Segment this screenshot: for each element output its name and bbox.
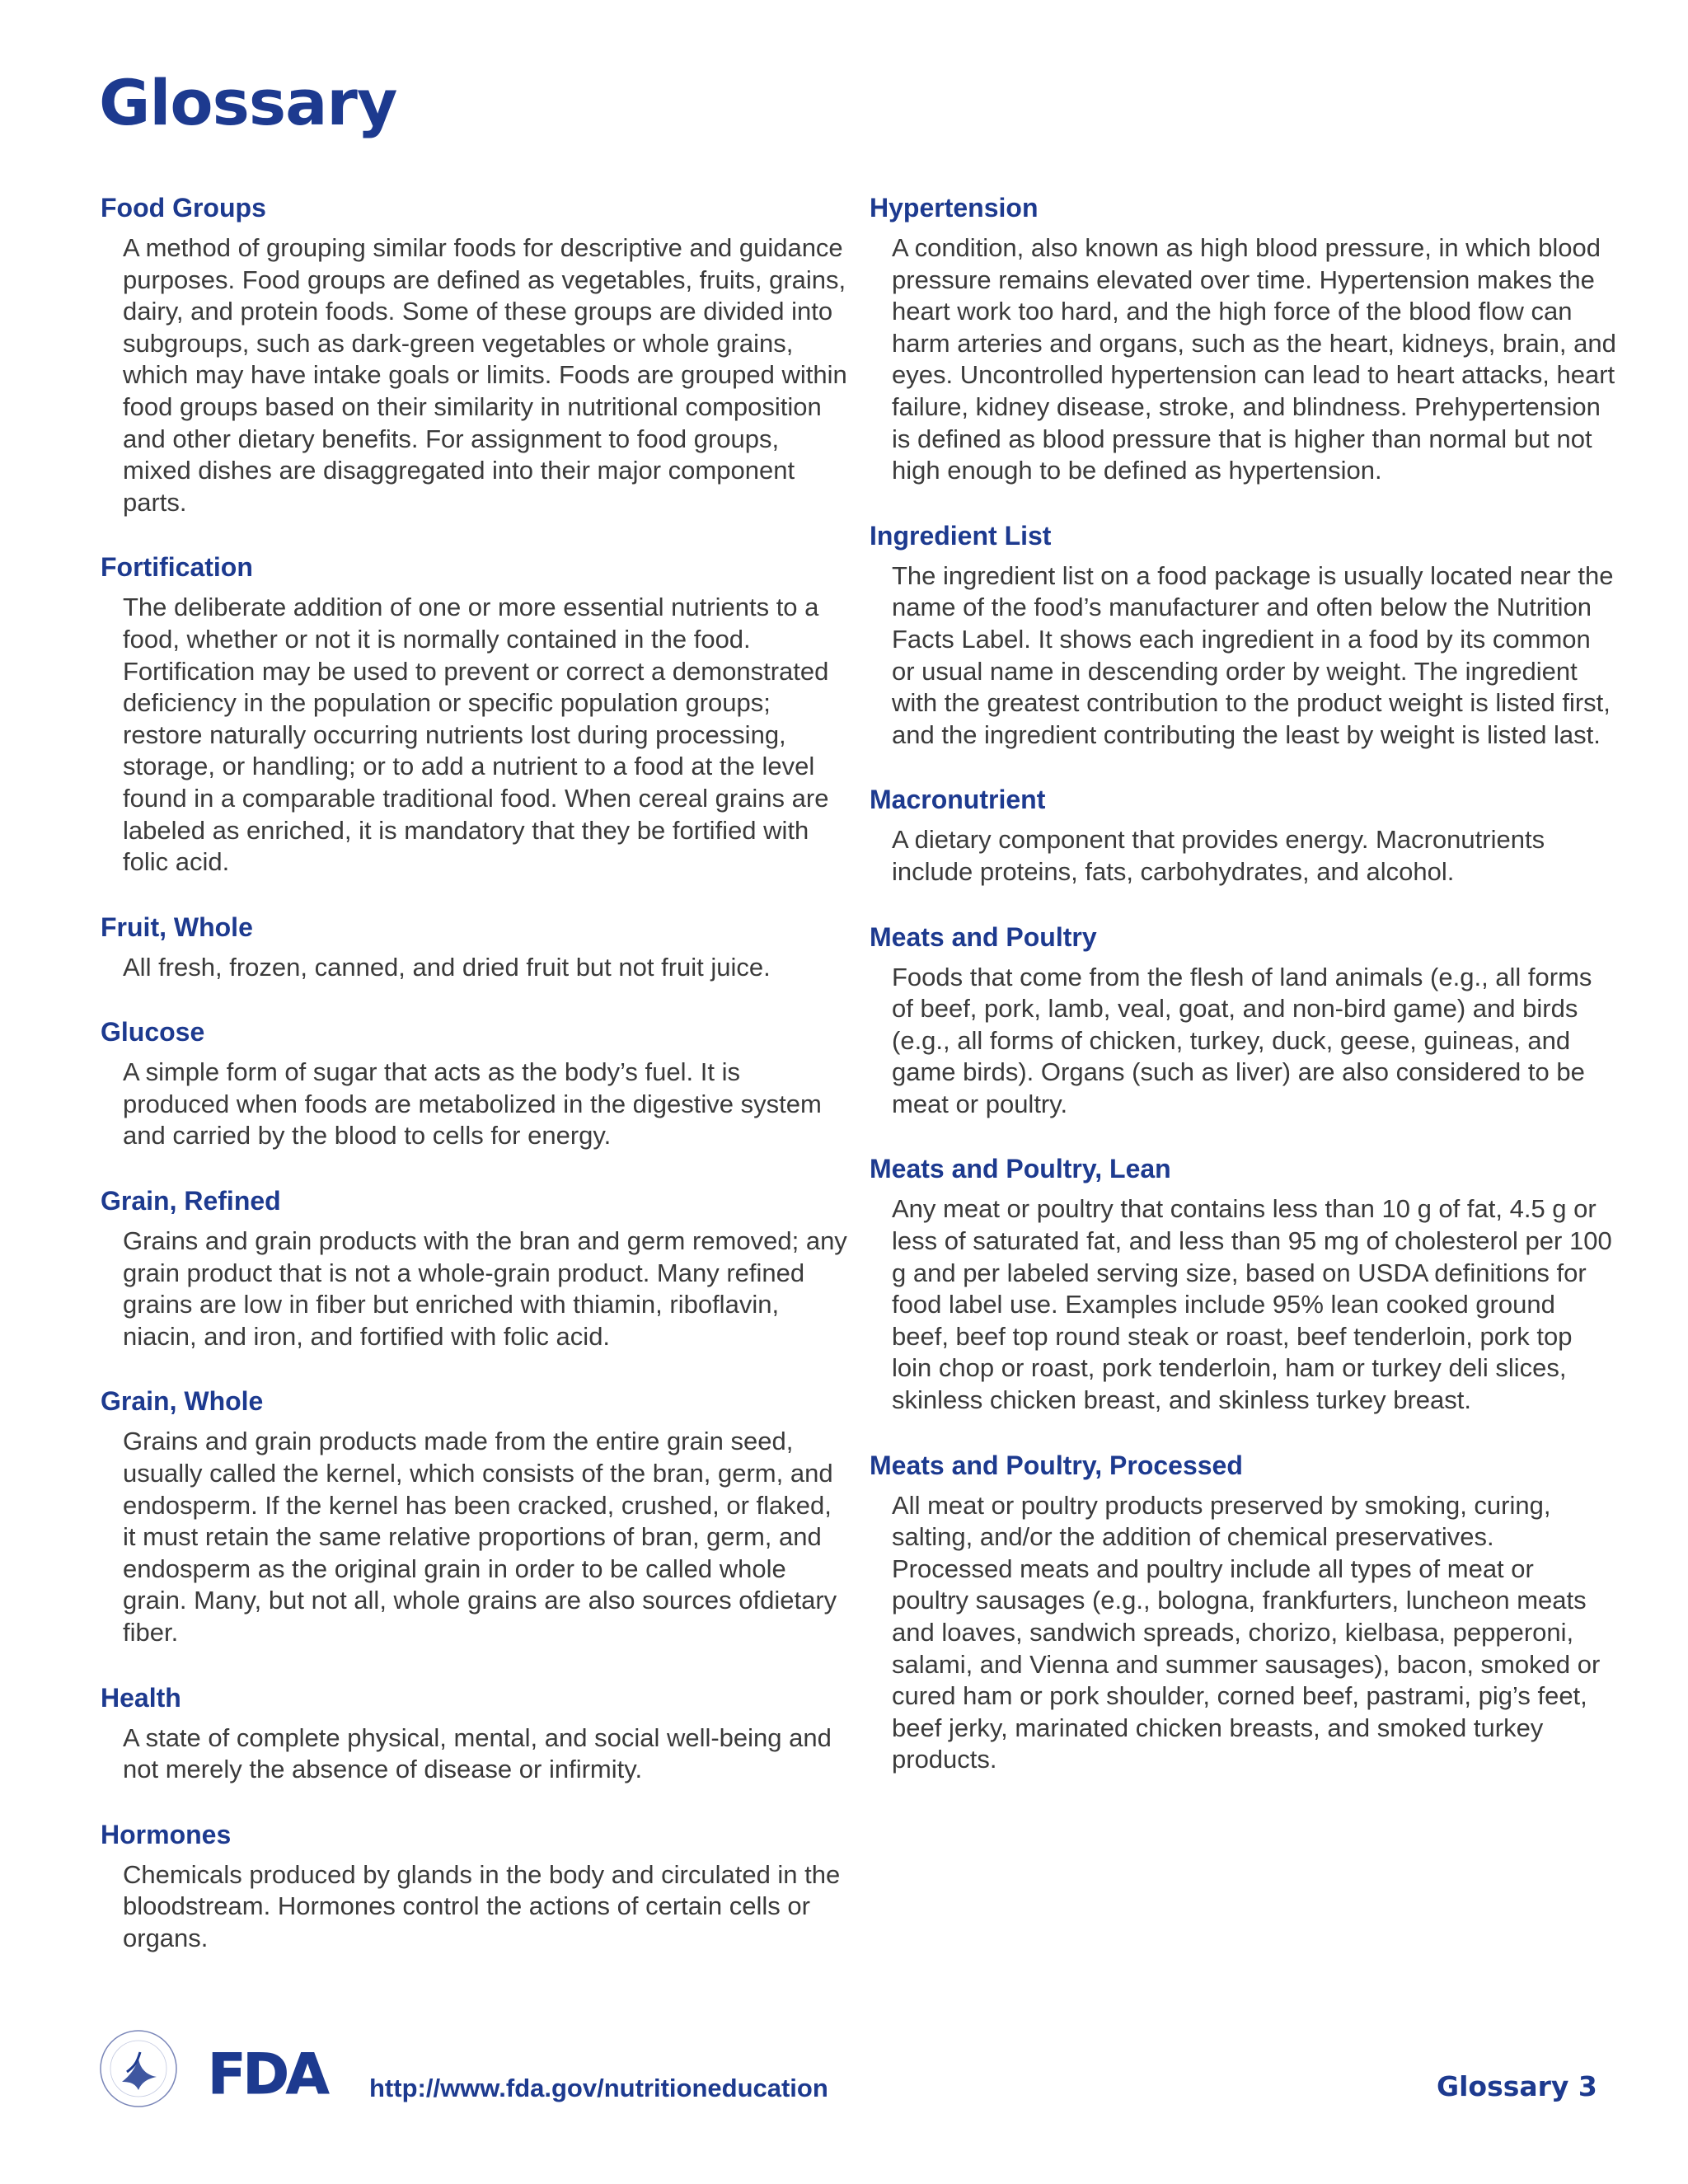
glossary-term: Food Groups [101,193,266,223]
glossary-definition: A method of grouping similar foods for descriptive and guidance purposes. Food groups are defined as vegetables, fruits, grains, dairy, and protein foods. Some of these groups are divided into subgroups, such as dark-green vegetables or whole grains, which may have intake goals or limits. Foods are grouped within food groups based on their similarity in nutritional composition and other dietary benefits. For assignment to food groups, mixed dishes are disaggregated into their major component parts. [123,233,847,517]
glossary-definition: A simple form of sugar that acts as the body’s fuel. It is produced when foods are metabolized in the digestive system and carried by the blood to cells for energy. [123,1057,822,1151]
fda-logo-icon [206,2042,353,2100]
glossary-term: Macronutrient [870,785,1046,815]
glossary-entry [870,1449,1611,1776]
glossary-entry [101,191,847,518]
glossary-entry [870,1152,1611,1416]
glossary-entry [101,1681,842,1786]
glossary-term: Glucose [101,1017,205,1047]
glossary-term: Meats and Poultry, Lean [870,1154,1171,1184]
glossary-term: Fruit, Whole [101,912,253,942]
glossary-definition: Any meat or poultry that contains less than 10 g of fat, 4.5 g or less of saturated fat, and less than 95 mg of cholesterol per 100 g and per labeled serving size, based on USDA definitions for food label use. Examples include 95% lean cooked ground beef, beef top round steak or roast, beef tenderloin, pork top loin chop or roast, pork tenderloin, ham or turkey deli slices, skinless chicken breast, and skinless turkey breast. [892,1194,1612,1415]
glossary-entry [101,1015,842,1152]
glossary-term: Ingredient List [870,520,1052,551]
glossary-definition: All meat or poultry products preserved by smoking, curing, salting, and/or the addition of chemical preservatives. Processed meats and poultry include all types of meat or poultry sausages (e.g., bologna, frankfurters, luncheon meats and loaves, sandwich spreads, chorizo, kielbasa, pepperoni, salami, and Vienna and summer sausages), bacon, smoked or cured ham or pork shoulder, corned beef, pastrami, pig’s feet, beef jerky, marinated chicken breasts, and smoked turkey products. [892,1490,1601,1774]
glossary-definition: A dietary component that provides energy. Macronutrients include proteins, fats, carbohydrates, and alcohol. [892,825,1545,886]
glossary-entry [101,1184,847,1352]
glossary-entry [101,551,842,878]
glossary-definition: A state of complete physical, mental, and social well-being and not merely the absence of disease or infirmity. [123,1722,832,1784]
glossary-entry [870,921,1611,1121]
glossary-term: Grain, Refined [101,1186,281,1216]
glossary-entry [101,1818,842,1955]
glossary-term: Meats and Poultry, Processed [870,1450,1243,1480]
glossary-definition: Chemicals produced by glands in the body and circulated in the bloodstream. Hormones control the actions of certain cells or organs. [123,1859,841,1952]
glossary-term: Hypertension [870,193,1039,223]
glossary-entry [870,783,1611,888]
page-title: Glossary [99,66,397,139]
glossary-entry [870,519,1614,752]
glossary-definition: Grains and grain products with the bran and germ removed; any grain product that is not a whole-grain product. Many refined grains are low in fiber but enriched with thiamin, riboflavin, niacin, and iron, and fortified with folic acid. [123,1226,847,1351]
glossary-entry [101,1385,842,1648]
svg-text:FDA: FDA [208,2042,326,2100]
page-label: Glossary 3 [1437,2070,1597,2102]
glossary-column-right [870,191,1616,1808]
glossary-term: Health [101,1682,181,1713]
glossary-definition: A condition, also known as high blood pressure, in which blood pressure remains elevated over time. Hypertension makes the heart work too hard, and the high force of the blood flow can harm arteries and organs, such as the heart, kidneys, brain, and eyes. Uncontrolled hypertension can lead to heart attacks, heart failure, kidney disease, stroke, and blindness. Prehypertension is defined as blood pressure that is higher than normal but not high enough to be defined as hypertension. [892,233,1616,485]
glossary-term: Fortification [101,552,253,583]
glossary-entry [870,191,1616,487]
glossary-definition: All fresh, frozen, canned, and dried fruit but not fruit juice. [123,952,771,982]
glossary-definition: Grains and grain products made from the entire grain seed, usually called the kernel, which consists of the bran, germ, and endosperm. If the kernel has been cracked, crushed, or flaked, it must retain the same relative proportions of bran, germ, and endosperm as the original grain in order to be called whole grain. Many, but not all, whole grains are also sources ofdietary fiber. [123,1427,837,1647]
glossary-column-left [101,191,847,1987]
glossary-term: Grain, Whole [101,1386,264,1417]
glossary-definition: The deliberate addition of one or more essential nutrients to a food, whether or not it is normally contained in the food. Fortification may be used to prevent or correct a demonstrated deficiency in the population or specific population groups; restore naturally occurring nutrients lost during processing, storage, or handling; or to add a nutrient to a food at the level found in a comparable traditional food. When cereal grains are labeled as enriched, it is mandatory that they be fortified with folic acid. [123,593,829,877]
glossary-term: Hormones [101,1819,232,1849]
glossary-term: Meats and Poultry [870,921,1097,952]
hhs-seal-icon [97,2027,180,2110]
glossary-definition: The ingredient list on a food package is usually located near the name of the food’s manufacturer and often below the Nutrition Facts Label. It shows each ingredient in a food by its common or usual name in descending order by weight. The ingredient with the greatest contribution to the product weight is listed first, and the ingredient contributing the least by weight is listed last. [892,560,1614,749]
page-footer [0,2027,1688,2143]
footer-url-link[interactable]: http://www.fda.gov/nutritioneducation [369,2074,828,2102]
glossary-entry [101,911,842,984]
glossary-definition: Foods that come from the flesh of land animals (e.g., all forms of beef, pork, lamb, veal, goat, and non-bird game) and birds (e.g., all forms of chicken, turkey, duck, geese, guineas, and game birds). Organs (such as liver) are also considered to be meat or poultry. [892,962,1592,1118]
